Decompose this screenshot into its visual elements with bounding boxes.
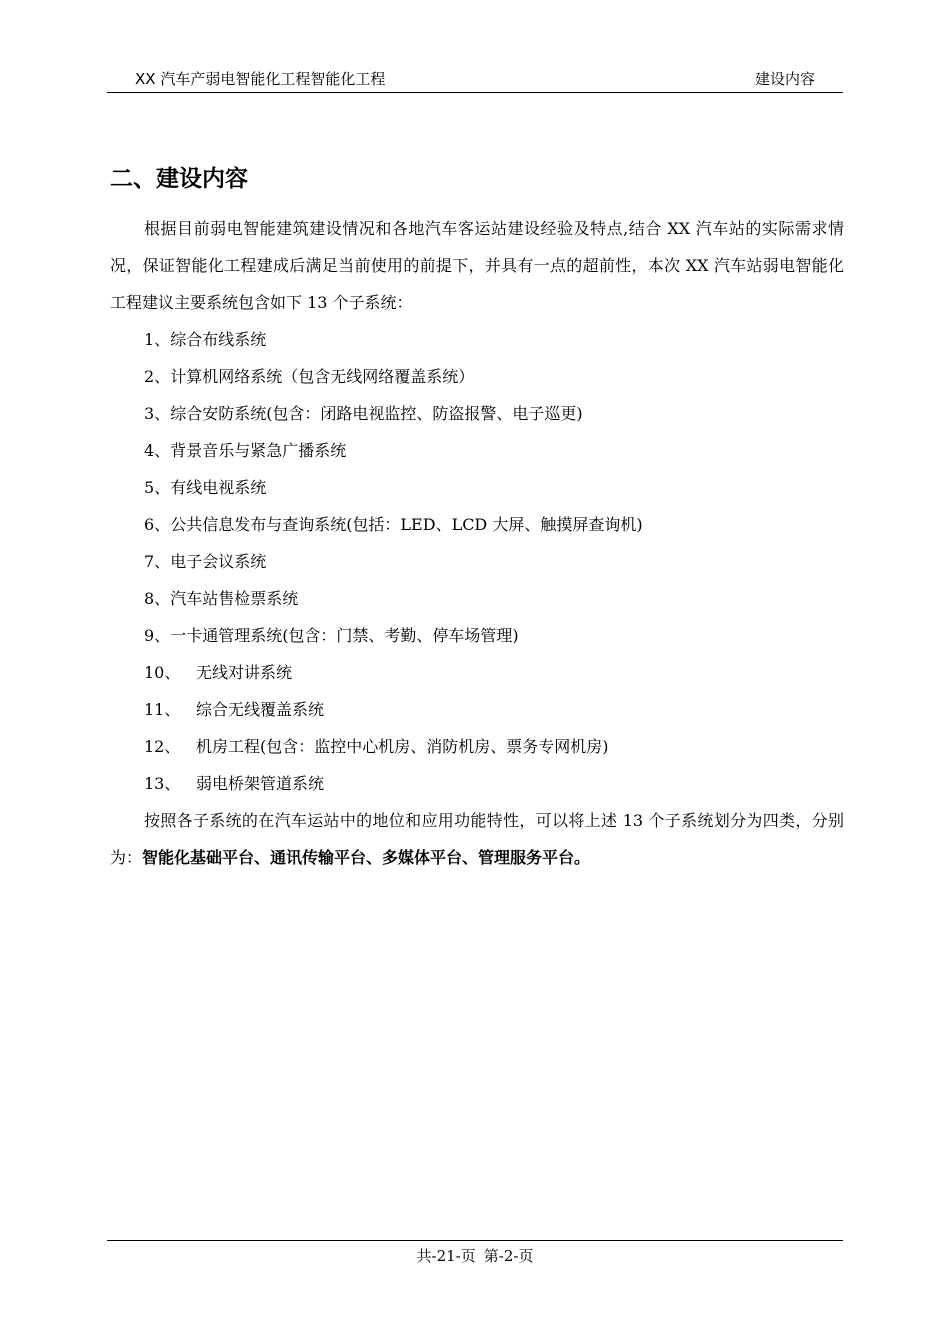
- list-item-number: 13、: [144, 774, 181, 793]
- list-item-text: 综合布线系统: [170, 330, 267, 349]
- list-item-text: 背景音乐与紧急广播系统: [170, 441, 347, 460]
- page-header: [107, 68, 843, 90]
- list-item: [110, 469, 844, 506]
- list-item: [110, 691, 844, 728]
- list-item: [110, 432, 844, 469]
- list-item-text: 弱电桥架管道系统: [196, 774, 325, 793]
- summary-text: 按照各子系统的在汽车运站中的地位和应用功能特性，可以将上述 13 个子系统划分为四类，分别为：: [110, 811, 844, 867]
- intro-paragraph: 根据目前弱电智能建筑建设情况和各地汽车客运站建设经验及特点,结合 XX 汽车站的实际需求情况，保证智能化工程建成后满足当前使用的前提下，并具有一点的超前性，本次 XX 汽车站弱电智能化工程建议主要系统包含如下 13 个子系统：: [110, 219, 844, 312]
- header-document-title: XX 汽车产弱电智能化工程智能化工程: [135, 70, 386, 88]
- list-item: [110, 765, 844, 802]
- list-item-text: 计算机网络系统（包含无线网络覆盖系统）: [170, 367, 475, 386]
- list-item: [110, 358, 844, 395]
- list-item: [110, 580, 844, 617]
- list-item-number: 2、: [144, 367, 171, 386]
- list-item-text: 综合无线覆盖系统: [196, 700, 325, 719]
- list-item-text: 一卡通管理系统(包含：门禁、考勤、停车场管理): [170, 626, 519, 645]
- list-item-number: 4、: [144, 441, 171, 460]
- list-item-text: 有线电视系统: [170, 478, 267, 497]
- list-item: [110, 617, 844, 654]
- footer-divider: [107, 1240, 843, 1241]
- section-title: 二、建设内容: [110, 166, 248, 192]
- list-item-text: 无线对讲系统: [196, 663, 293, 682]
- list-item-number: 8、: [144, 589, 171, 608]
- list-item-number: 10、: [144, 663, 181, 682]
- list-item-number: 11、: [144, 700, 181, 719]
- body-text: [110, 210, 844, 876]
- footer-total-pages: 共-21-页: [416, 1247, 476, 1265]
- list-item-number: 5、: [144, 478, 171, 497]
- page-footer: [0, 1245, 950, 1267]
- list-item-text: 公共信息发布与查询系统(包括：LED、LCD 大屏、触摸屏查询机): [170, 515, 643, 534]
- list-item-number: 6、: [144, 515, 171, 534]
- subsystem-list: [110, 321, 844, 802]
- list-item: [110, 654, 844, 691]
- list-item: [110, 506, 844, 543]
- header-divider: [107, 92, 843, 93]
- list-item: [110, 321, 844, 358]
- list-item-text: 综合安防系统(包含：闭路电视监控、防盗报警、电子巡更): [170, 404, 583, 423]
- header-section-name: 建设内容: [754, 70, 815, 88]
- list-item: [110, 543, 844, 580]
- summary-paragraph: [110, 802, 844, 876]
- list-item-number: 7、: [144, 552, 171, 571]
- list-item-number: 1、: [144, 330, 171, 349]
- list-item: [110, 728, 844, 765]
- list-item-number: 12、: [144, 737, 181, 756]
- list-item-text: 电子会议系统: [170, 552, 267, 571]
- summary-platform-list: 智能化基础平台、通讯传输平台、多媒体平台、管理服务平台。: [142, 848, 591, 867]
- list-item-text: 汽车站售检票系统: [170, 589, 299, 608]
- list-item-number: 9、: [144, 626, 171, 645]
- list-item-text: 机房工程(包含：监控中心机房、消防机房、票务专网机房): [196, 737, 609, 756]
- list-item: [110, 395, 844, 432]
- list-item-number: 3、: [144, 404, 171, 423]
- footer-current-page: 第-2-页: [483, 1247, 534, 1265]
